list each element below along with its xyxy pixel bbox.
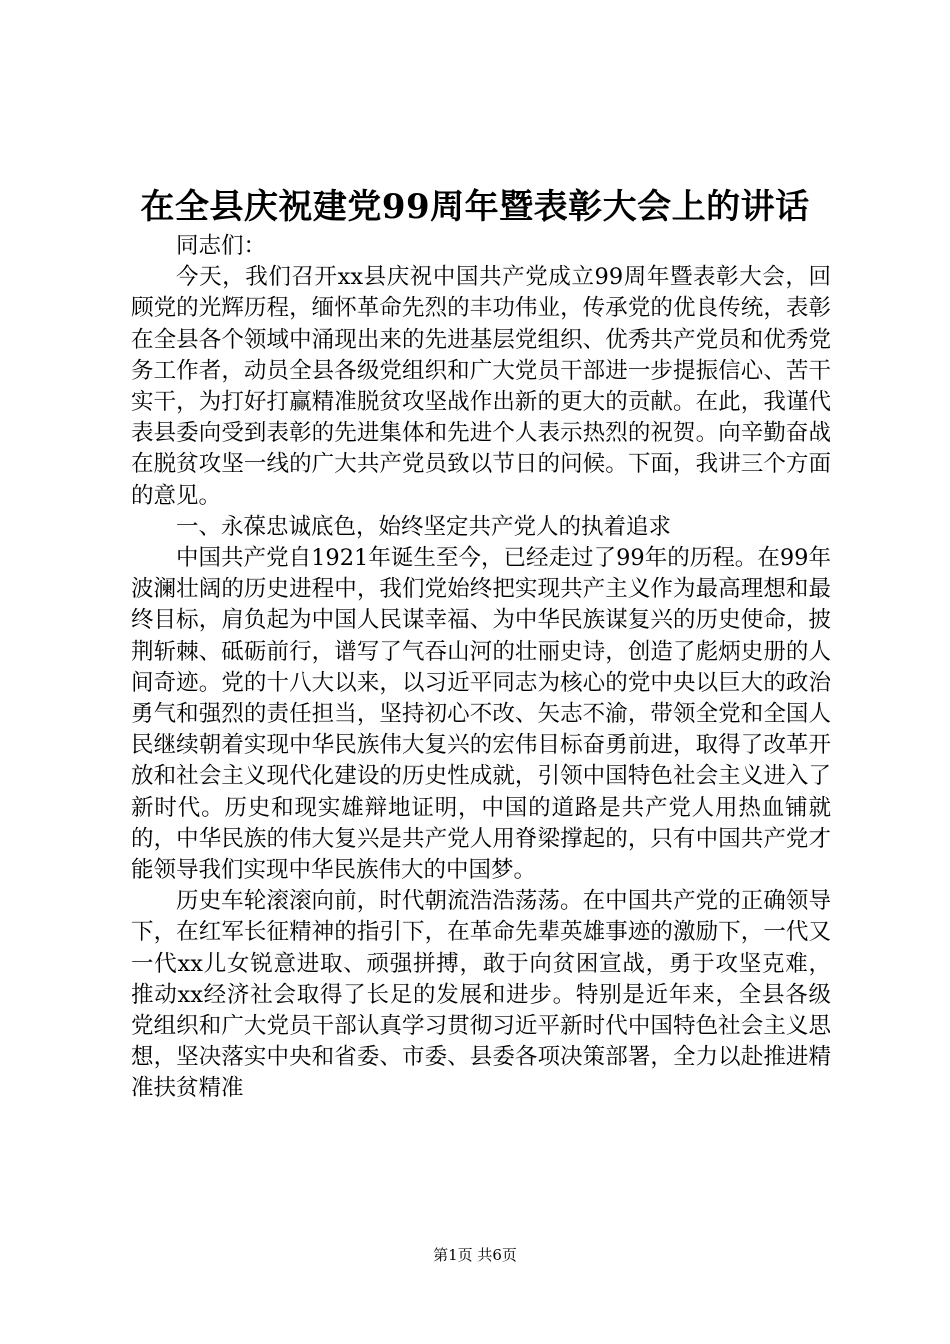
greeting: 同志们： — [176, 233, 267, 259]
paragraph-history: 中国共产党自1921年诞生至今，已经走过了99年的历程。在99年波澜壮阔的历史进程中，我们党始终把实现共产主义作为最高理想和最终目标，肩负起为中国人民谋幸福、为中华民族谋复兴的历史使命，披荆斩棘、砥砺前行，谱写了气吞山河的壮丽史诗，创造了彪炳史册的人间奇迹。党的十八大以来，以习近平同志为核心的党中央以巨大的政治勇气和强烈的责任担当，坚持初心不改、矢志不渝，带领全党和全国人民继续朝着实现中华民族伟大复兴的宏伟目标奋勇前进，取得了改革开放和社会主义现代化建设的历史性成就，引领中国特色社会主义进入了新时代。历史和现实雄辩地证明，中国的道路是共产党人用热血铺就的，中华民族的伟大复兴是共产党人用脊梁撑起的，只有中国共产党才能领导我们实现中华民族伟大的中国梦。 — [131, 545, 831, 884]
page-footer: 第1页 共6页 — [433, 1246, 517, 1264]
document-title: 在全县庆祝建党99周年暨表彰大会上的讲话 — [140, 187, 810, 227]
paragraph-intro: 今天，我们召开xx县庆祝中国共产党成立99周年暨表彰大会，回顾党的光辉历程，缅怀革命先烈的丰功伟业，传承党的优良传统，表彰在全县各个领域中涌现出来的先进基层党组织、优秀共产党员和优秀党务工作者，动员全县各级党组织和广大党员干部进一步提振信心、苦干实干，为打好打赢精准脱贫攻坚战作出新的更大的贡献。在此，我谨代表县委向受到表彰的先进集体和先进个人表示热烈的祝贺。向辛勤奋战在脱贫攻坚一线的广大共产党员致以节日的问候。下面，我讲三个方面的意见。 — [131, 264, 831, 509]
document-body — [131, 231, 831, 1105]
section-heading-1: 一、永葆忠诚底色，始终坚定共产党人的执着追求 — [176, 513, 672, 540]
paragraph-progress: 历史车轮滚滚向前，时代朝流浩浩荡荡。在中国共产党的正确领导下，在红军长征精神的指引下，在革命先辈英雄事迹的激励下，一代又一代xx儿女锐意进取、顽强拼搏，敢于向贫困宣战，勇于攻坚克难，推动xx经济社会取得了长足的发展和进步。特别是近年来，全县各级党组织和广大党员干部认真学习贯彻习近平新时代中国特色社会主义思想，坚决落实中央和省委、市委、县委各项决策部署，全力以赴推进精准扶贫精准 — [131, 888, 831, 1102]
